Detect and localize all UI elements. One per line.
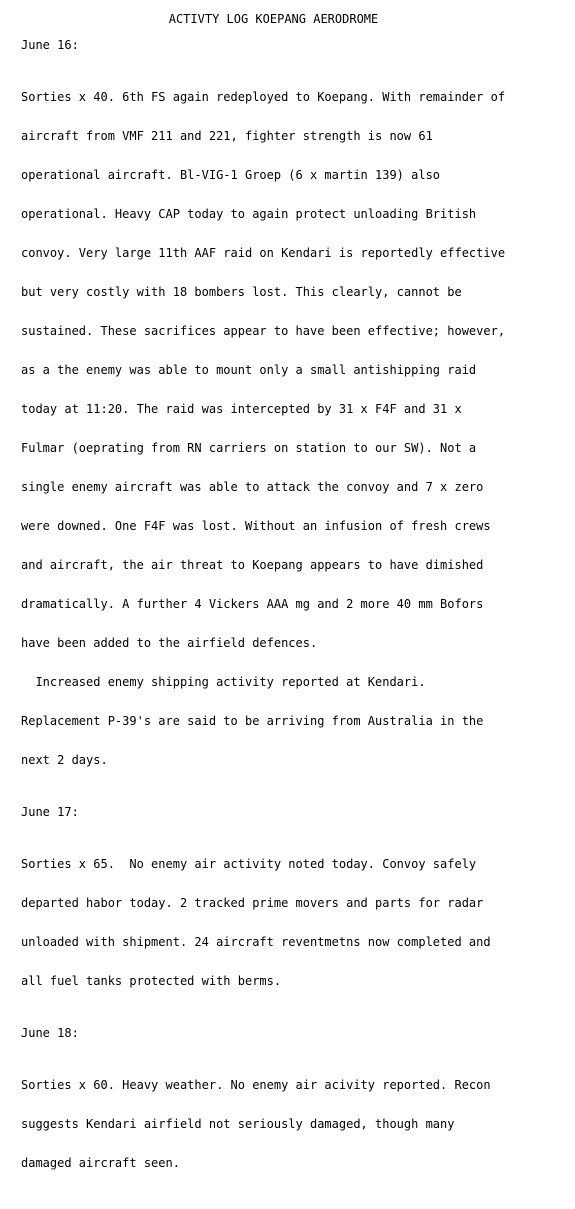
text-line: dramatically. A further 4 Vickers AAA mg and 2 more 40 mm Bofors	[21, 597, 484, 611]
document-title: ACTIVTY LOG KOEPANG AERODROME	[168, 12, 379, 26]
text-line: operational. Heavy CAP today to again protect unloading British	[21, 207, 477, 221]
text-line: Sorties x 65. No enemy air activity noted today. Convoy safely	[21, 857, 477, 871]
text-line: Increased enemy shipping activity reported at Kendari.	[21, 675, 426, 689]
text-line: all fuel tanks protected with berms.	[21, 974, 282, 988]
text-line: as a the enemy was able to mount only a small antishipping raid	[21, 363, 477, 377]
text-line: Fulmar (oeprating from RN carriers on station to our SW). Not a	[21, 441, 477, 455]
text-line: next 2 days.	[21, 753, 108, 767]
text-line: departed habor today. 2 tracked prime movers and parts for radar	[21, 896, 484, 910]
entry-body	[21, 65, 566, 793]
entry-date: June 18:	[21, 1026, 79, 1040]
entry-date: June 17:	[21, 805, 79, 819]
text-line: convoy. Very large 11th AAF raid on Kendari is reportedly effective	[21, 246, 506, 260]
text-line: but very costly with 18 bombers lost. This clearly, cannot be	[21, 285, 462, 299]
text-line: have been added to the airfield defences.	[21, 636, 318, 650]
text-line: sustained. These sacrifices appear to have been effective; however,	[21, 324, 506, 338]
entry-date: June 16:	[21, 38, 79, 52]
text-line: aircraft from VMF 211 and 221, fighter strength is now 61	[21, 129, 433, 143]
text-line: operational aircraft. Bl-VIG-1 Groep (6 x martin 139) also	[21, 168, 441, 182]
text-line: and aircraft, the air threat to Koepang appears to have dimished	[21, 558, 484, 572]
text-line: damaged aircraft seen.	[21, 1156, 180, 1170]
text-line: Sorties x 60. Heavy weather. No enemy air acivity reported. Recon	[21, 1078, 491, 1092]
text-line: suggests Kendari airfield not seriously damaged, though many	[21, 1117, 455, 1131]
activity-log-document	[21, 13, 566, 1209]
text-line: Sorties x 40. 6th FS again redeployed to Koepang. With remainder of	[21, 90, 506, 104]
text-line: Replacement P-39's are said to be arriving from Australia in the	[21, 714, 484, 728]
text-line: today at 11:20. The raid was intercepted by 31 x F4F and 31 x	[21, 402, 462, 416]
entry-body	[21, 832, 566, 1014]
text-line: single enemy aircraft was able to attack the convoy and 7 x zero	[21, 480, 484, 494]
entry-body	[21, 1053, 566, 1196]
text-line: unloaded with shipment. 24 aircraft reventmetns now completed and	[21, 935, 491, 949]
text-line: were downed. One F4F was lost. Without an infusion of fresh crews	[21, 519, 491, 533]
